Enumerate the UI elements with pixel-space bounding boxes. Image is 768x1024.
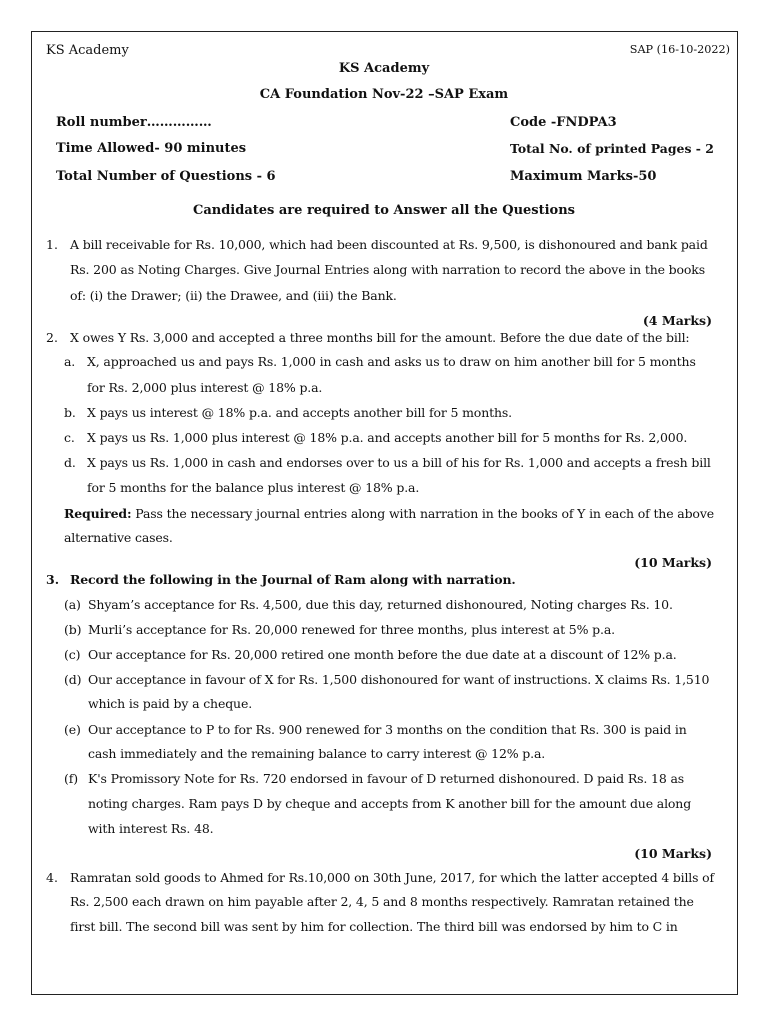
q2-required-label: Required: <box>64 506 132 521</box>
q2-item-line: for 5 months for the balance plus interest @ 18% p.a. <box>87 480 420 495</box>
q1-line: A bill receivable for Rs. 10,000, which had been discounted at Rs. 9,500, is dishonoured and bank paid <box>70 237 708 252</box>
q3-item-label: (e) <box>64 722 81 737</box>
q3-item-label: (d) <box>64 672 82 687</box>
q1-line: Rs. 200 as Noting Charges. Give Journal Entries along with narration to record the above in the books <box>70 262 705 277</box>
total-questions: Total Number of Questions - 6 <box>56 169 276 184</box>
q2-item-line: X pays us Rs. 1,000 plus interest @ 18% p.a. and accepts another bill for 5 months for Rs. 2,000. <box>87 430 688 445</box>
q2-item-line: X pays us interest @ 18% p.a. and accepts another bill for 5 months. <box>87 405 512 420</box>
q1-number: 1. <box>46 237 58 252</box>
q2-number: 2. <box>46 330 58 345</box>
exam-subtitle: CA Foundation Nov-22 –SAP Exam <box>259 87 509 102</box>
q4-line: first bill. The second bill was sent by him for collection. The third bill was endorsed by him to C in <box>70 919 678 934</box>
q4-line: Ramratan sold goods to Ahmed for Rs.10,000 on 30th June, 2017, for which the latter accepted 4 bills of <box>70 870 714 885</box>
page-title: KS Academy <box>338 61 430 76</box>
q3-item-line: Our acceptance for Rs. 20,000 retired one month before the due date at a discount of 12% p.a. <box>88 647 677 662</box>
q2-item-label: c. <box>64 430 75 445</box>
q1-marks: (4 Marks) <box>642 313 712 328</box>
time-allowed: Time Allowed- 90 minutes <box>56 141 247 156</box>
q3-item-line: which is paid by a cheque. <box>88 696 253 711</box>
q3-item-label: (a) <box>64 597 81 612</box>
q3-item-line: noting charges. Ram pays D by cheque and accepts from K another bill for the amount due along <box>88 796 692 811</box>
q3-heading: Record the following in the Journal of Ram along with narration. <box>70 572 516 587</box>
q3-item-label: (b) <box>64 622 82 637</box>
roll-number: Roll number…………… <box>56 115 212 130</box>
maximum-marks: Maximum Marks-50 <box>510 169 657 184</box>
q4-number: 4. <box>46 870 58 885</box>
q4-line: Rs. 2,500 each drawn on him payable after 2, 4, 5 and 8 months respectively. Ramratan retained the <box>70 894 694 909</box>
q3-item-label: (f) <box>64 771 78 786</box>
q2-item-line: X pays us Rs. 1,000 in cash and endorses over to us a bill of his for Rs. 1,000 and accepts a fresh bill <box>87 455 711 470</box>
q2-intro: X owes Y Rs. 3,000 and accepted a three months bill for the amount. Before the due date of the bill: <box>70 330 690 345</box>
q2-item-label: d. <box>64 455 76 470</box>
q2-required-text: Pass the necessary journal entries along with narration in the books of Y in each of the above <box>131 506 714 521</box>
q3-number: 3. <box>46 572 60 587</box>
instruction: Candidates are required to Answer all the Questions <box>192 203 575 218</box>
printed-pages: Total No. of printed Pages - 2 <box>510 141 714 156</box>
header-left: KS Academy <box>46 43 129 58</box>
q3-item-line: cash immediately and the remaining balance to carry interest @ 12% p.a. <box>88 746 546 761</box>
q2-item-line: X, approached us and pays Rs. 1,000 in cash and asks us to draw on him another bill for 5 months <box>87 354 696 369</box>
q2-item-label: a. <box>64 354 76 369</box>
q3-item-line: Shyam’s acceptance for Rs. 4,500, due this day, returned dishonoured, Noting charges Rs. 10. <box>88 597 673 612</box>
q2-item-label: b. <box>64 405 76 420</box>
paper-code: Code -FNDPA3 <box>510 115 617 130</box>
q2-item-line: for Rs. 2,000 plus interest @ 18% p.a. <box>87 380 323 395</box>
q2-marks: (10 Marks) <box>634 555 712 570</box>
q3-item-label: (c) <box>64 647 81 662</box>
q3-item-line: K's Promissory Note for Rs. 720 endorsed in favour of D returned dishonoured. D paid Rs. 18 as <box>88 771 685 786</box>
q3-marks: (10 Marks) <box>634 846 712 861</box>
q2-required-cont: alternative cases. <box>64 530 173 545</box>
q3-item-line: Our acceptance in favour of X for Rs. 1,500 dishonoured for want of instructions. X claims Rs. 1,510 <box>88 672 710 687</box>
q3-item-line: Our acceptance to P to for Rs. 900 renewed for 3 months on the condition that Rs. 300 is paid in <box>88 722 687 737</box>
header-right: SAP (16-10-2022) <box>629 43 730 56</box>
q3-item-line: Murli’s acceptance for Rs. 20,000 renewed for three months, plus interest at 5% p.a. <box>88 622 615 637</box>
q1-line: of: (i) the Drawer; (ii) the Drawee, and (iii) the Bank. <box>70 288 397 303</box>
q3-item-line: with interest Rs. 48. <box>88 821 214 836</box>
q2-required <box>64 506 714 521</box>
